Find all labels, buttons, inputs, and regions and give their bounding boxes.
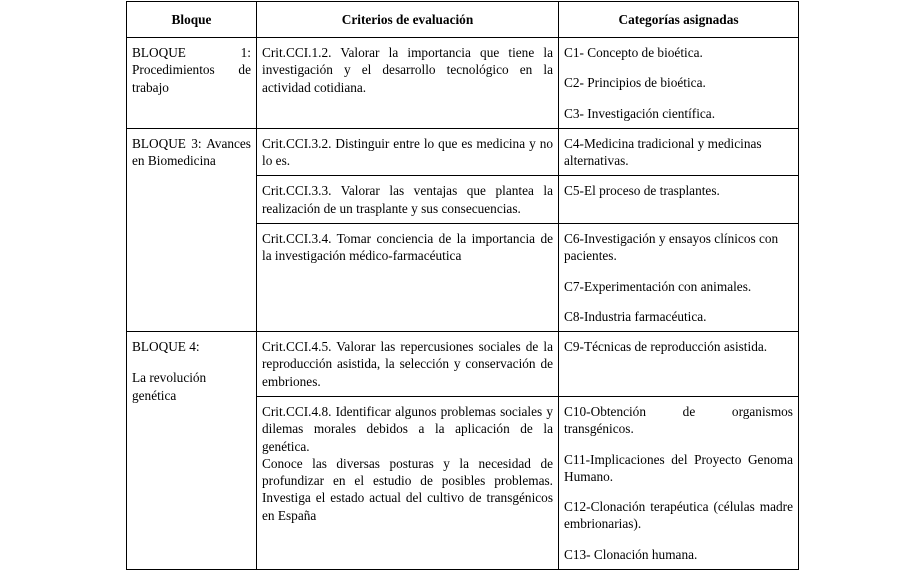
column-header-bloque: Bloque <box>127 2 257 38</box>
category-item: C6-Investigación y ensayos clínicos con pacientes. <box>564 230 779 264</box>
criterion-cell <box>257 332 559 397</box>
category-item: C4-Medicina tradicional y medicinas alternativas. <box>564 135 762 169</box>
category-item: C9-Técnicas de reproducción asistida. <box>564 339 768 355</box>
categories-cell <box>559 38 799 129</box>
categories-cell <box>559 176 799 224</box>
evaluation-criteria-table <box>126 1 799 570</box>
criterion-cell <box>257 396 559 569</box>
category-item: C7-Experimentación con animales. <box>564 278 752 294</box>
criterion-text: Crit.CCI.3.3. Valorar las ventajas que plantea la realización de un trasplante y sus consecuencias. <box>262 183 553 216</box>
block-label-line2: La revolución genética <box>132 370 207 403</box>
block-label-line1: BLOQUE 4: <box>132 339 200 355</box>
block-cell-bloque-1 <box>127 38 257 129</box>
block-cell-bloque-4 <box>127 332 257 570</box>
categories-cell <box>559 332 799 397</box>
criterion-text-part2: Conoce las diversas posturas y la necesidad de profundizar en el estudio de posibles problemas. Investiga el estado actual del cultivo de transgénicos en España <box>262 455 553 523</box>
criterion-cell <box>257 223 559 331</box>
category-item: C1- Concepto de bioética. <box>564 45 703 60</box>
categories-cell <box>559 128 799 176</box>
column-header-categorias: Categorías asignadas <box>559 2 799 38</box>
block-label: BLOQUE 3: Avances en Biomedicina <box>132 135 251 169</box>
criterion-cell <box>257 128 559 176</box>
category-item: C2- Principios de bioética. <box>564 75 706 91</box>
category-item: C12-Clonación terapéutica (células madre embrionarias). <box>564 499 793 532</box>
categories-cell <box>559 223 799 331</box>
criterion-cell <box>257 176 559 224</box>
category-item: C3- Investigación científica. <box>564 105 716 121</box>
category-item: C8-Industria farmacéutica. <box>564 308 707 324</box>
block-label: BLOQUE 1: Procedimientos de trabajo <box>132 45 251 95</box>
criterion-text: Crit.CCI.3.4. Tomar conciencia de la importancia de la investigación médico-farmacéutica <box>262 230 553 264</box>
table-row <box>127 128 799 176</box>
criterion-text: Crit.CCI.1.2. Valorar la importancia que tiene la investigación y el desarrollo tecnológico en la actividad cotidiana. <box>262 45 553 95</box>
categories-cell <box>559 396 799 569</box>
table-header <box>127 2 799 38</box>
column-header-criterios: Criterios de evaluación <box>257 2 559 38</box>
block-cell-bloque-3 <box>127 128 257 331</box>
category-item: C5-El proceso de trasplantes. <box>564 183 720 199</box>
criterion-text: Crit.CCI.4.5. Valorar las repercusiones sociales de la reproducción asistida, la selección y conservación de embriones. <box>262 339 553 389</box>
criterion-text-part1: Crit.CCI.4.8. Identificar algunos problemas sociales y dilemas morales debidos a la aplicación de la genética. <box>262 403 553 454</box>
criterion-cell <box>257 38 559 129</box>
category-item: C13- Clonación humana. <box>564 546 698 562</box>
table-body <box>127 38 799 570</box>
category-item: C10-Obtención de organismos transgénicos. <box>564 403 793 437</box>
table-row <box>127 332 799 397</box>
table-row <box>127 38 799 129</box>
category-item: C11-Implicaciones del Proyecto Genoma Humano. <box>564 451 793 484</box>
header-row <box>127 2 799 38</box>
criterion-text: Crit.CCI.3.2. Distinguir entre lo que es medicina y no lo es. <box>262 135 553 169</box>
